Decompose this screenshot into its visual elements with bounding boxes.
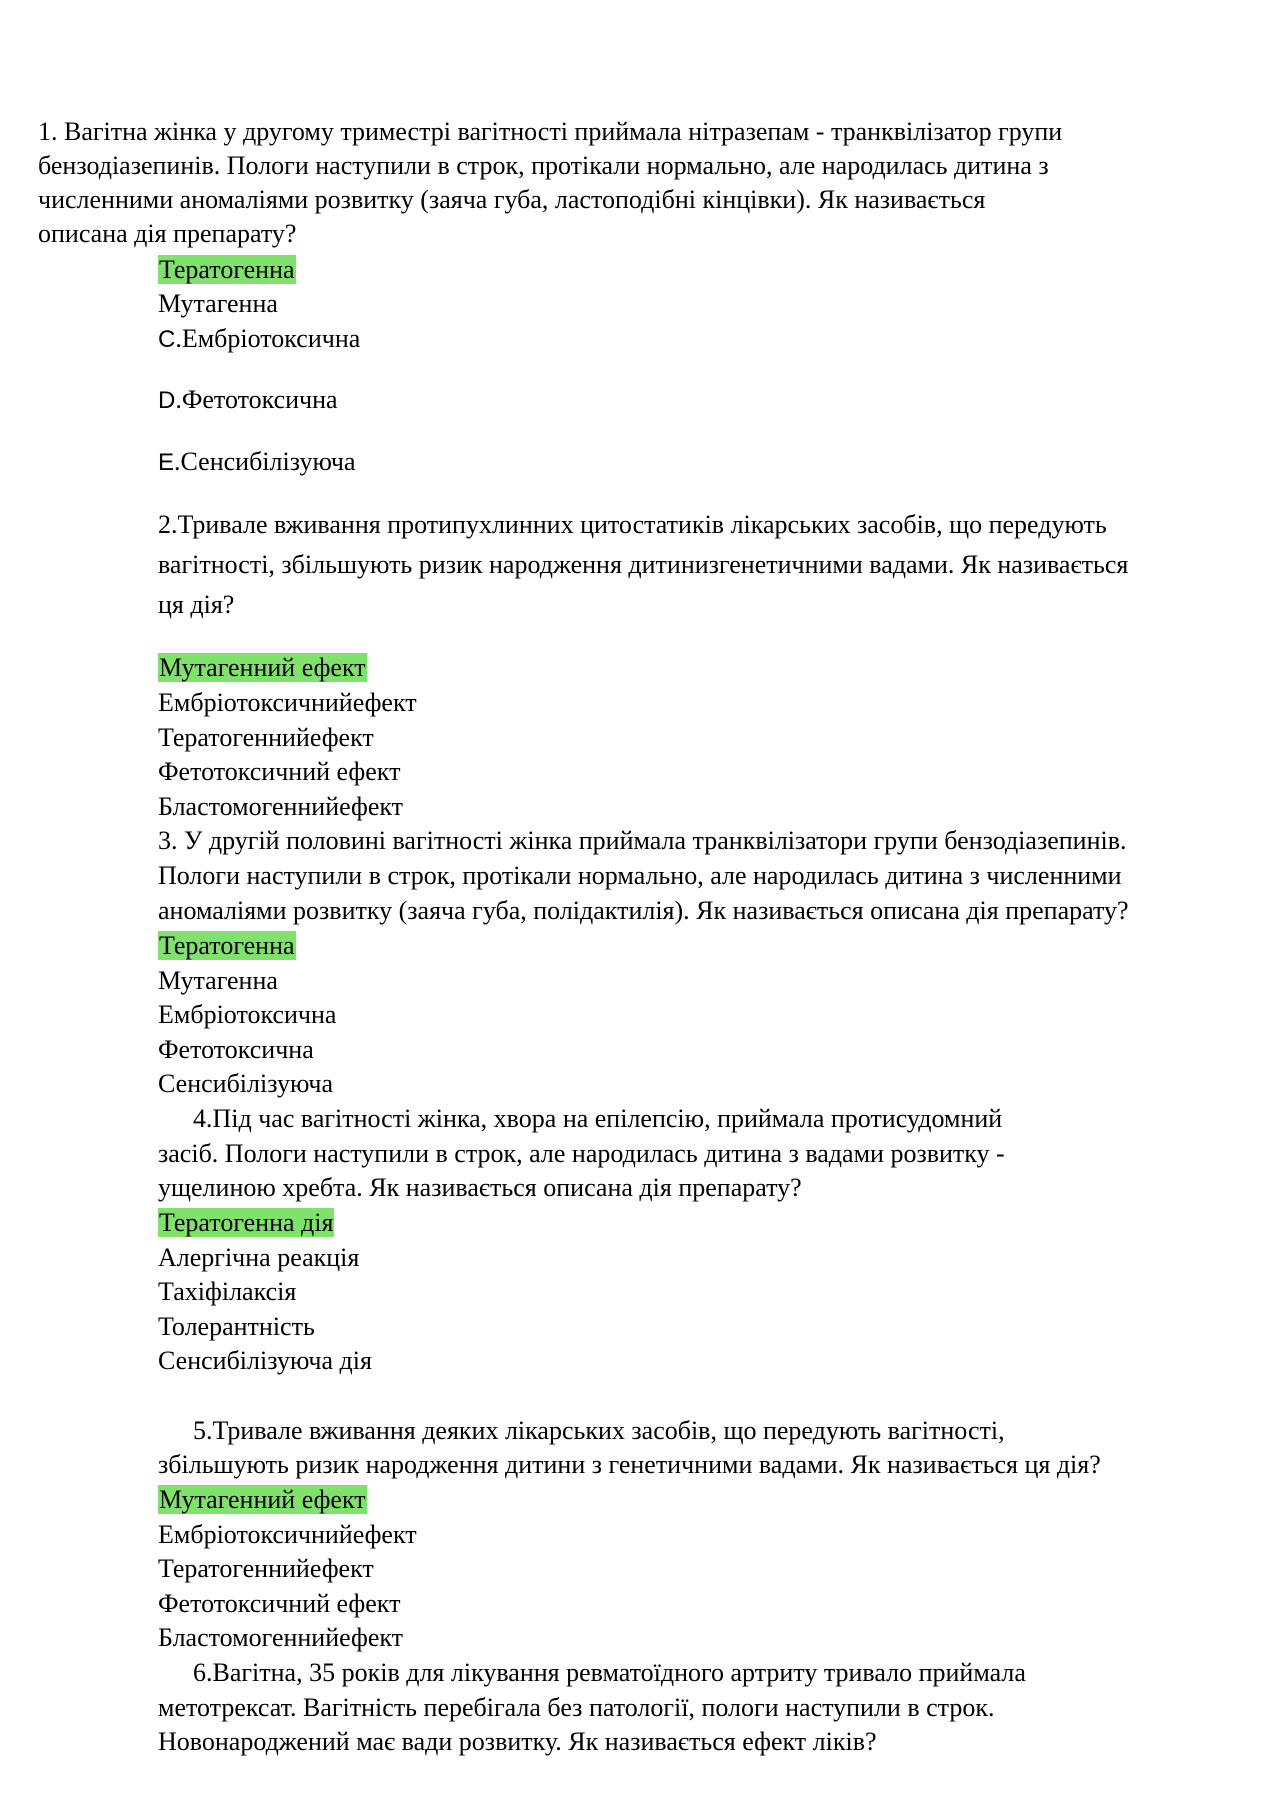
question-5-option-d: Фетотоксичний ефект: [158, 1589, 401, 1618]
question-2-option-d: Фетотоксичний ефект: [158, 757, 401, 786]
question-1-option-d: D.Фетотоксична: [158, 385, 338, 414]
question-2-option-e: Бластомогеннийефект: [158, 792, 404, 821]
question-4-option-d: Толерантність: [158, 1312, 315, 1341]
question-4-line-1: 4.Під час вагітності жінка, хвора на епілепсію, приймала протисудомний: [193, 1104, 1003, 1133]
question-3-option-e: Сенсибілізуюча: [158, 1069, 333, 1098]
question-5-option-a-correct: Мутагенний ефект: [159, 1485, 366, 1514]
question-3-option-c: Ембріотоксична: [158, 1000, 337, 1029]
question-4-line-2: засіб. Пологи наступили в строк, але народилась дитина з вадами розвитку -: [158, 1139, 1005, 1168]
question-1-line-3: численними аномаліями розвитку (заяча губа, ластоподібні кінцівки). Як називається: [38, 185, 986, 214]
question-2-line-3: ця дія?: [158, 590, 235, 619]
question-1-line-1: 1. Вагітна жінка у другому триместрі вагітності приймала нітразепам - транквілізатор групи: [38, 117, 1063, 146]
question-1-line-2: бензодіазепинів. Пологи наступили в строк, протікали нормально, але народилась дитина з: [38, 151, 1049, 180]
question-3-option-a-correct: Тератогенна: [159, 931, 295, 960]
question-5-option-b: Ембріотоксичнийефект: [158, 1520, 417, 1549]
question-2-option-a-correct: Мутагенний ефект: [159, 653, 366, 682]
question-1-option-c: С.Ембріотоксична: [158, 324, 361, 353]
question-5-line-2: збільшують ризик народження дитини з генетичними вадами. Як називається ця дія?: [158, 1450, 1101, 1479]
question-2-option-c: Тератогеннийефект: [158, 723, 374, 752]
question-6-line-1: 6.Вагітна, 35 років для лікування ревматоїдного артриту тривало приймала: [193, 1658, 1026, 1687]
question-1-line-4: описана дія препарату?: [38, 219, 297, 248]
question-5-option-e: Бластомогеннийефект: [158, 1623, 404, 1652]
question-2-option-b: Ембріотоксичнийефект: [158, 688, 417, 717]
question-1-option-b: Мутагенна: [158, 289, 278, 318]
question-4-line-3: ущелиною хребта. Як називається описана дія препарату?: [158, 1173, 802, 1202]
question-1-option-a-correct: Тератогенна: [159, 255, 295, 284]
question-4-option-b: Алергічна реакція: [158, 1243, 360, 1272]
question-6-line-2: метотрексат. Вагітність перебігала без патології, пологи наступили в строк.: [158, 1693, 995, 1722]
question-3-option-d: Фетотоксична: [158, 1035, 314, 1064]
question-5-option-c: Тератогеннийефект: [158, 1554, 374, 1583]
question-3-option-b: Мутагенна: [158, 966, 278, 995]
question-3-line-3: аномаліями розвитку (заяча губа, полідактилія). Як називається описана дія препарату?: [158, 896, 1129, 925]
question-2-line-1: 2.Тривале вживання протипухлинних цитостатиків лікарських засобів, що передують: [158, 510, 1107, 539]
question-4-option-e: Сенсибілізуюча дія: [158, 1346, 372, 1375]
question-4-option-a-correct: Тератогенна дія: [159, 1208, 334, 1237]
question-3-line-2: Пологи наступили в строк, протікали нормально, але народилась дитина з численними: [158, 861, 1122, 890]
question-5-line-1: 5.Тривале вживання деяких лікарських засобів, що передують вагітності,: [193, 1416, 1005, 1445]
question-2-line-2: вагітності, збільшують ризик народження дитинизгенетичними вадами. Як називається: [158, 550, 1129, 579]
question-4-option-c: Тахіфілаксія: [158, 1277, 297, 1306]
question-3-line-1: 3. У другій половині вагітності жінка приймала транквілізатори групи бензодіазепинів.: [158, 826, 1127, 855]
question-1-option-e: E.Сенсибілізуюча: [158, 447, 356, 476]
question-6-line-3: Новонароджений має вади розвитку. Як називається ефект ліків?: [158, 1727, 877, 1756]
